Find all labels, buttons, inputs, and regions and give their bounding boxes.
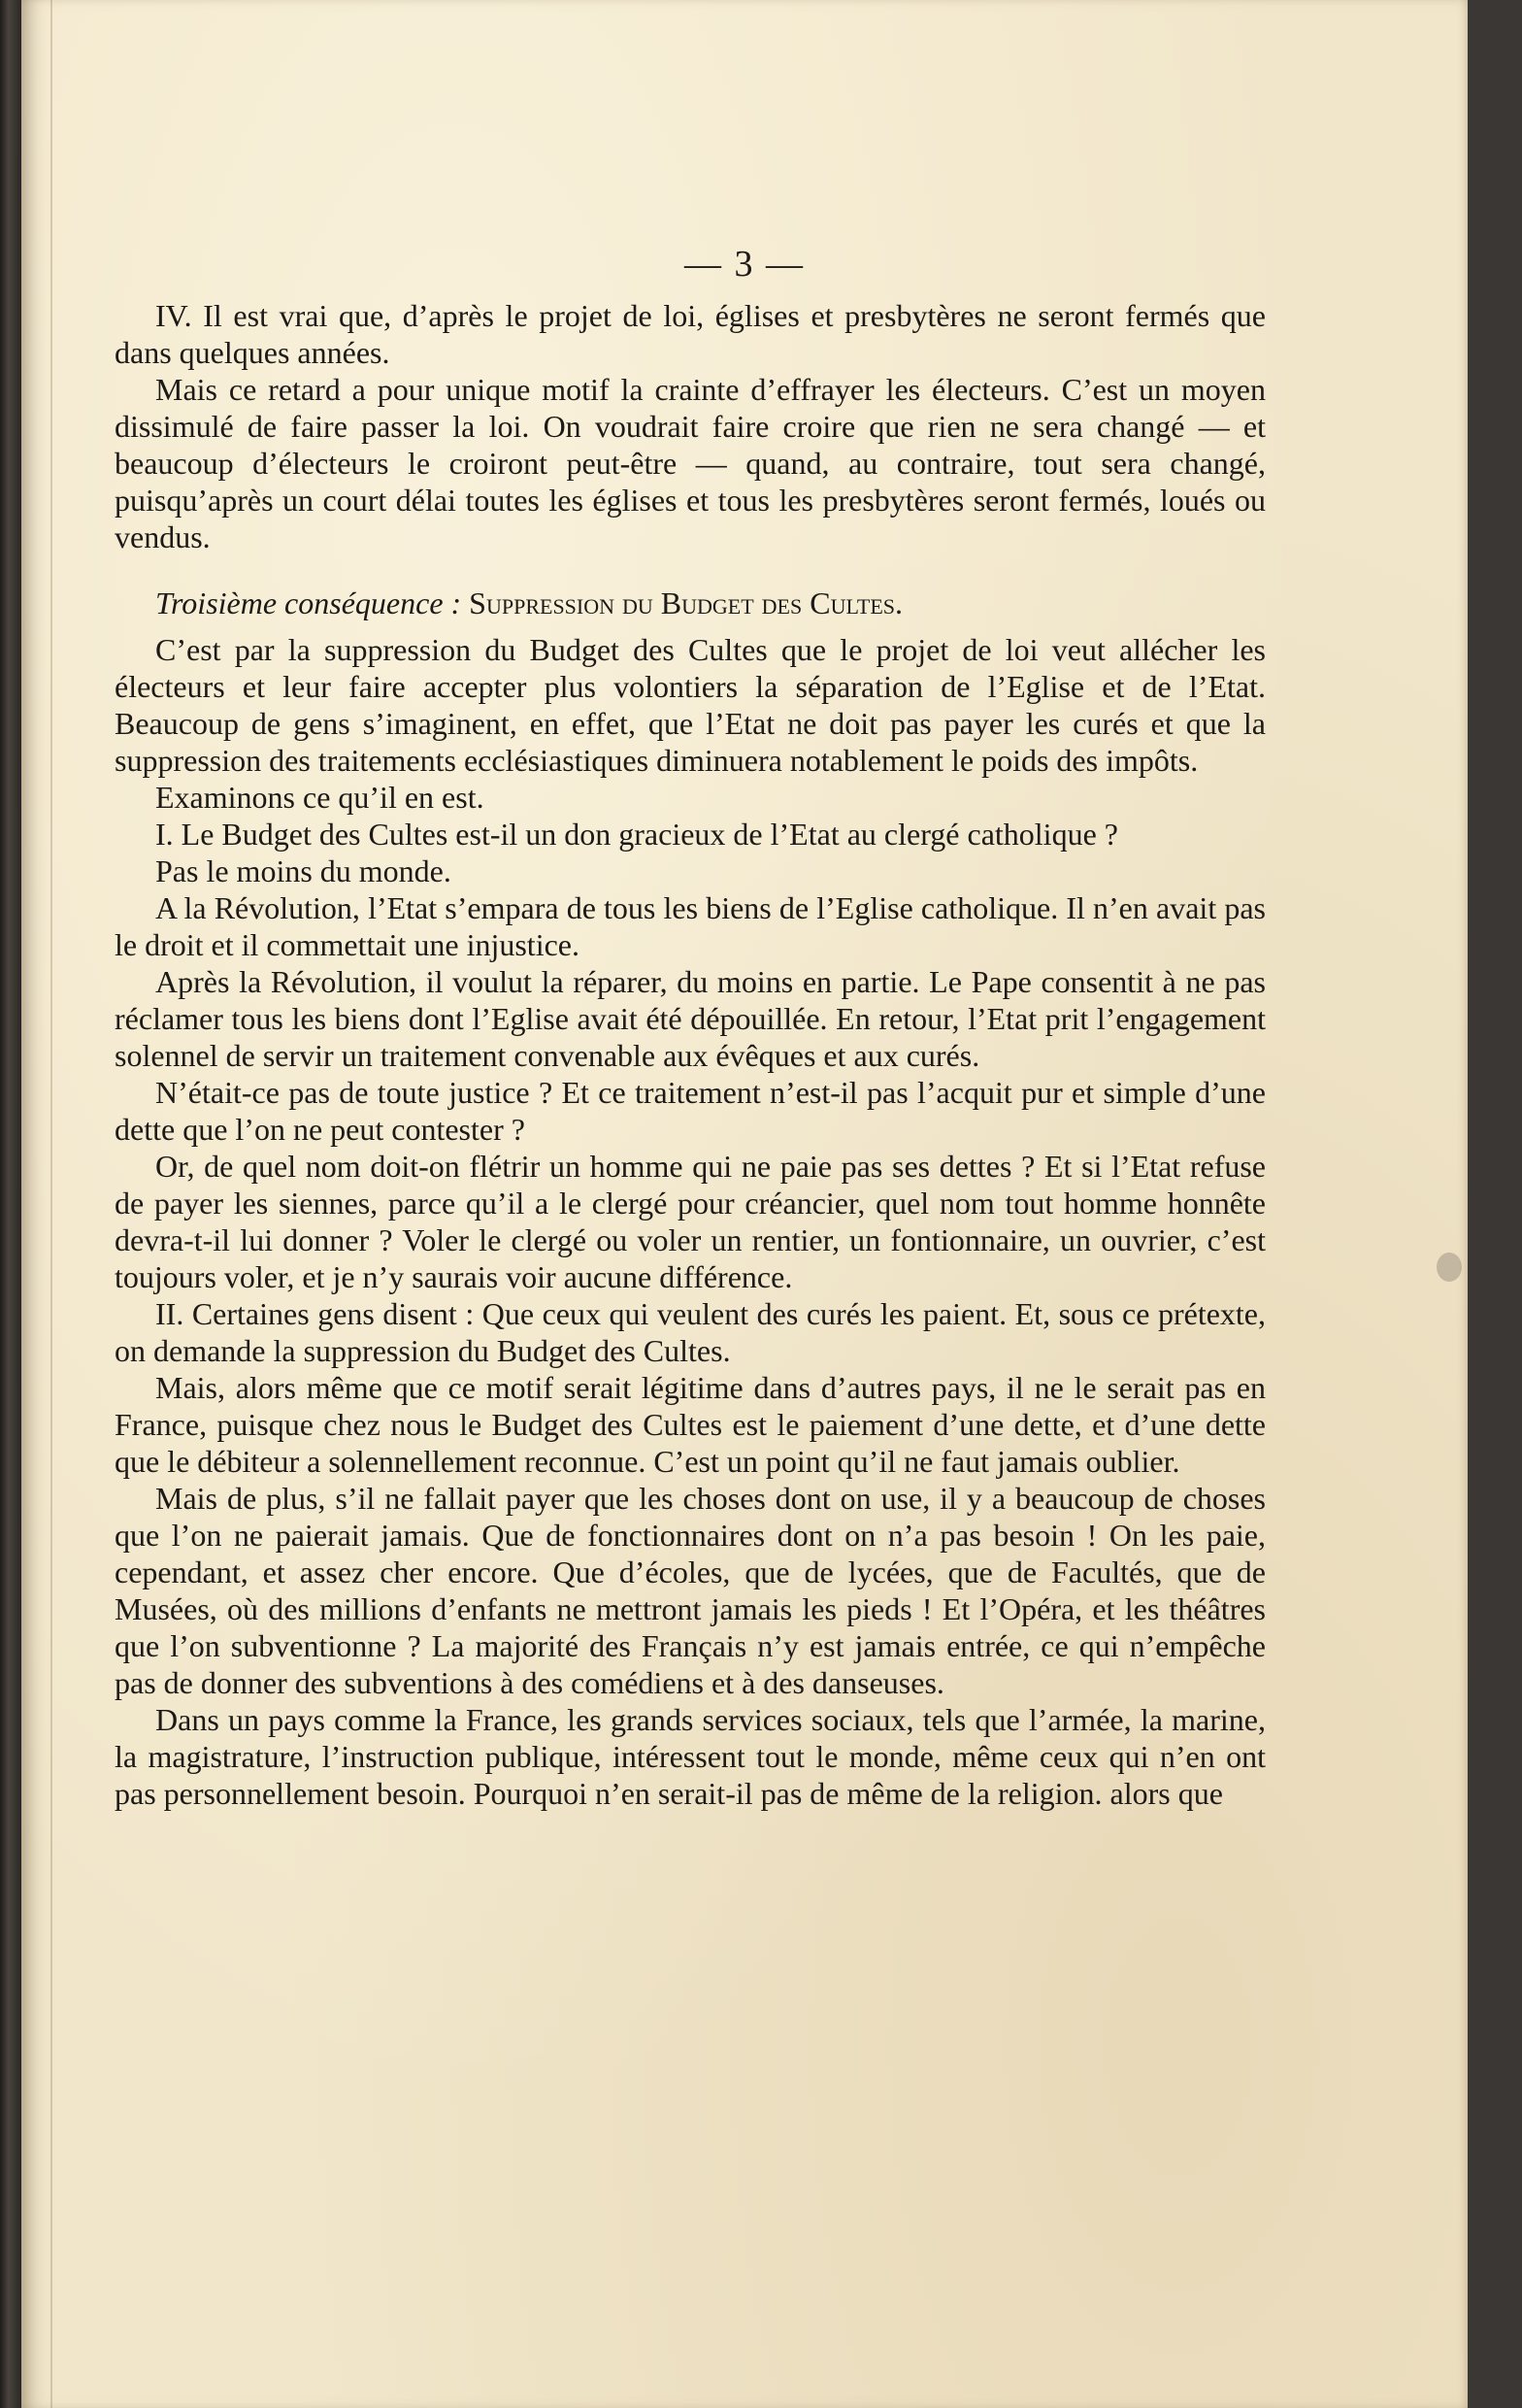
paragraph: I. Le Budget des Cultes est-il un don gracieux de l’Etat au clergé catholique ? [155, 817, 1118, 852]
paragraph: IV. Il est vrai que, d’après le projet de loi, églises et presbytères ne seront fermés que dans quelques années. [115, 298, 1266, 370]
paragraph: Après la Révolution, il voulut la réparer, du moins en partie. Le Pape consentit à ne pas réclamer tous les biens dont l’Eglise avait été dépouillée. En retour, l’Etat prit l’engagement solennel de servir un traitement convenable aux évêques et aux curés. [115, 964, 1266, 1073]
book-binding [0, 0, 21, 2408]
paragraph: Dans un pays comme la France, les grands services sociaux, tels que l’armée, la marine, la magistrature, l’instruction publique, intéressent tout le monde, même ceux qui n’en ont pas personnellement besoin. Pourquoi n’en serait-il pas de même de la religion. alors que [115, 1702, 1266, 1811]
paragraph: Examinons ce qu’il en est. [155, 780, 484, 815]
paragraph: Pas le moins du monde. [155, 853, 451, 888]
page-gutter [50, 0, 52, 2408]
paragraph: A la Révolution, l’Etat s’empara de tous les biens de l’Eglise catholique. Il n’en avait pas le droit et il commettait une injustice. [115, 890, 1266, 962]
book-page [21, 0, 1468, 2408]
paragraph: N’était-ce pas de toute justice ? Et ce traitement n’est-il pas l’acquit pur et simple d’une dette que l’on ne peut contester ? [115, 1075, 1266, 1147]
section-heading-label: Troisième conséquence : [155, 585, 462, 620]
section-heading [115, 585, 1266, 621]
paper-stain [1437, 1253, 1462, 1282]
paragraph: Mais, alors même que ce motif serait légitime dans d’autres pays, il ne le serait pas en France, puisque chez nous le Budget des Cultes est le paiement d’une dette, et d’une dette que le débiteur a solennellement reconnue. C’est un point qu’il ne faut jamais oublier. [115, 1370, 1266, 1479]
paragraph: II. Certaines gens disent : Que ceux qui veulent des curés les paient. Et, sous ce prétexte, on demande la suppression du Budget des Cultes. [115, 1296, 1266, 1368]
paragraph: Mais ce retard a pour unique motif la crainte d’effrayer les électeurs. C’est un moyen dissimulé de faire passer la loi. On voudrait faire croire que rien ne sera changé — et beaucoup d’électeurs le croiront peut-être — quand, au contraire, tout sera changé, puisqu’après un court délai toutes les églises et tous les presbytères seront fermés, loués ou vendus. [115, 372, 1266, 554]
paragraph: Mais de plus, s’il ne fallait payer que les choses dont on use, il y a beaucoup de choses que l’on ne paierait jamais. Que de fonctionnaires dont on n’a pas besoin ! On les paie, cependant, et assez cher encore. Que d’écoles, que de lycées, que de Facultés, que de Musées, où des millions d’enfants ne mettront jamais les pieds ! Et l’Opéra, et les théâtres que l’on subventionne ? La majorité des Français n’y est jamais entrée, ce qui n’empêche pas de donner des subventions à des comédiens et à des danseuses. [115, 1481, 1266, 1700]
page-number: — 3 — [684, 244, 805, 284]
section-heading-title: Suppression du Budget des Cultes. [469, 585, 903, 620]
paragraph: Or, de quel nom doit-on flétrir un homme qui ne paie pas ses dettes ? Et si l’Etat refuse de payer les siennes, parce qu’il a le clergé pour créancier, quel nom tout homme honnête devra-t-il lui donner ? Voler le clergé ou voler un rentier, un fontionnaire, un ouvrier, c’est toujours voler, et je n’y saurais voir aucune différence. [115, 1149, 1266, 1294]
paragraph: C’est par la suppression du Budget des Cultes que le projet de loi veut allécher les électeurs et leur faire accepter plus volontiers la séparation de l’Eglise et de l’Etat. Beaucoup de gens s’imaginent, en effet, que l’Etat ne doit pas payer les curés et que la suppression des traitements ecclésiastiques diminuera notablement le poids des impôts. [115, 632, 1266, 778]
page-body [115, 297, 1266, 1812]
